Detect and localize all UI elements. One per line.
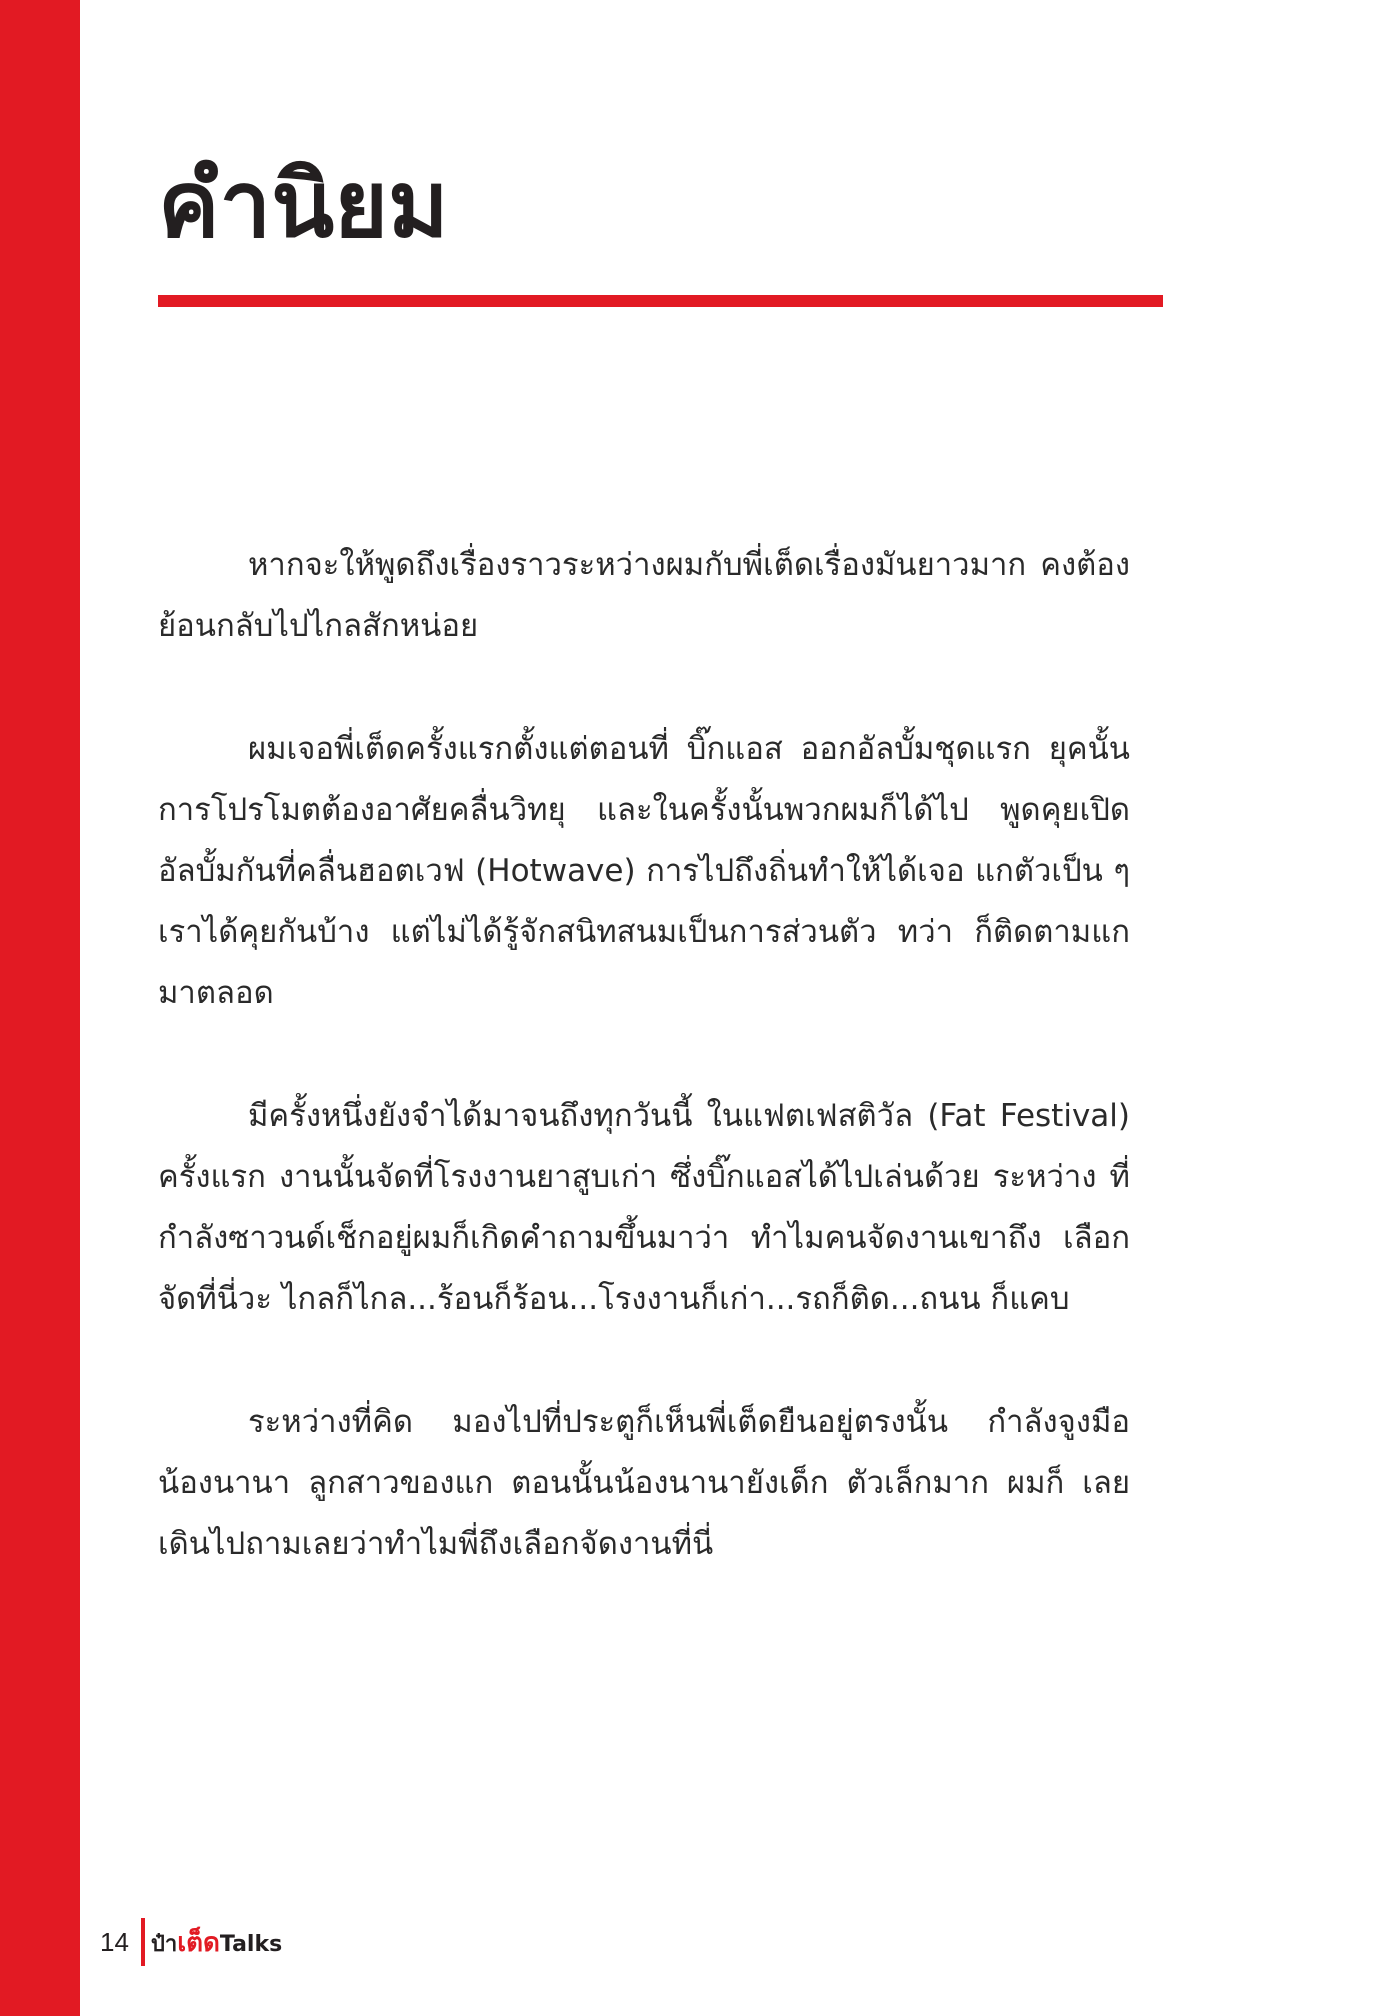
paragraph-4: ระหว่างที่คิด มองไปที่ประตูก็เห็นพี่เต็ดยืนอยู่ตรงนั้น กำลังจูงมือ น้องนานา ลูกสาวของแก ตอนนั้นน้องนานายังเด็ก ตัวเล็กมาก ผมก็ เลยเดินไปถามเลยว่าทำไมพี่ถึงเลือกจัดงานที่นี่ — [158, 1404, 1130, 1562]
paragraph-2: ผมเจอพี่เต็ดครั้งแรกตั้งแต่ตอนที่ บิ๊กแอส ออกอัลบั้มชุดแรก ยุคนั้นการโปรโมตต้องอาศัยคลื่นวิทยุ และในครั้งนั้นพวกผมก็ได้ไป พูดคุยเปิดอัลบั้มกันที่คลื่นฮอตเวฟ (Hotwave) การไปถึงถิ่นทำให้ได้เจอ แกตัวเป็น ๆ เราได้คุยกันบ้าง แต่ไม่ได้รู้จักสนิทสนมเป็นการส่วนตัว ทว่า ก็ติดตามแกมาตลอด — [158, 731, 1130, 1011]
body-text — [158, 535, 1130, 1637]
brand-logo — [151, 1922, 282, 1963]
paragraph-3: มีครั้งหนึ่งยังจำได้มาจนถึงทุกวันนี้ ในแฟตเฟสติวัล (Fat Festival) ครั้งแรก งานนั้นจัดที่โรงงานยาสูบเก่า ซึ่งบิ๊กแอสได้ไปเล่นด้วย ระหว่าง ที่กำลังซาวนด์เช็กอยู่ผมก็เกิดคำถามขึ้นมาว่า ทำไมคนจัดงานเขาถึง เลือกจัดที่นี่วะ ไกลก็ไกล...ร้อนก็ร้อน...โรงงานก็เก่า...รถก็ติด...ถนน ก็แคบ — [158, 1098, 1130, 1317]
brand-suffix: Talks — [219, 1931, 283, 1957]
page-number: 14 — [100, 1926, 129, 1957]
brand-highlight: เต็ด — [177, 1927, 220, 1958]
brand-prefix: ป๋า — [150, 1931, 178, 1957]
footer-divider — [141, 1918, 145, 1966]
title-underline-rule — [158, 295, 1163, 307]
page-title: คำนิยม — [158, 151, 449, 258]
left-accent-bar — [0, 0, 80, 2016]
page-footer — [100, 1918, 282, 1966]
paragraph-1: หากจะให้พูดถึงเรื่องราวระหว่างผมกับพี่เต็ดเรื่องมันยาวมาก คงต้องย้อนกลับไปไกลสักหน่อย — [158, 547, 1130, 644]
